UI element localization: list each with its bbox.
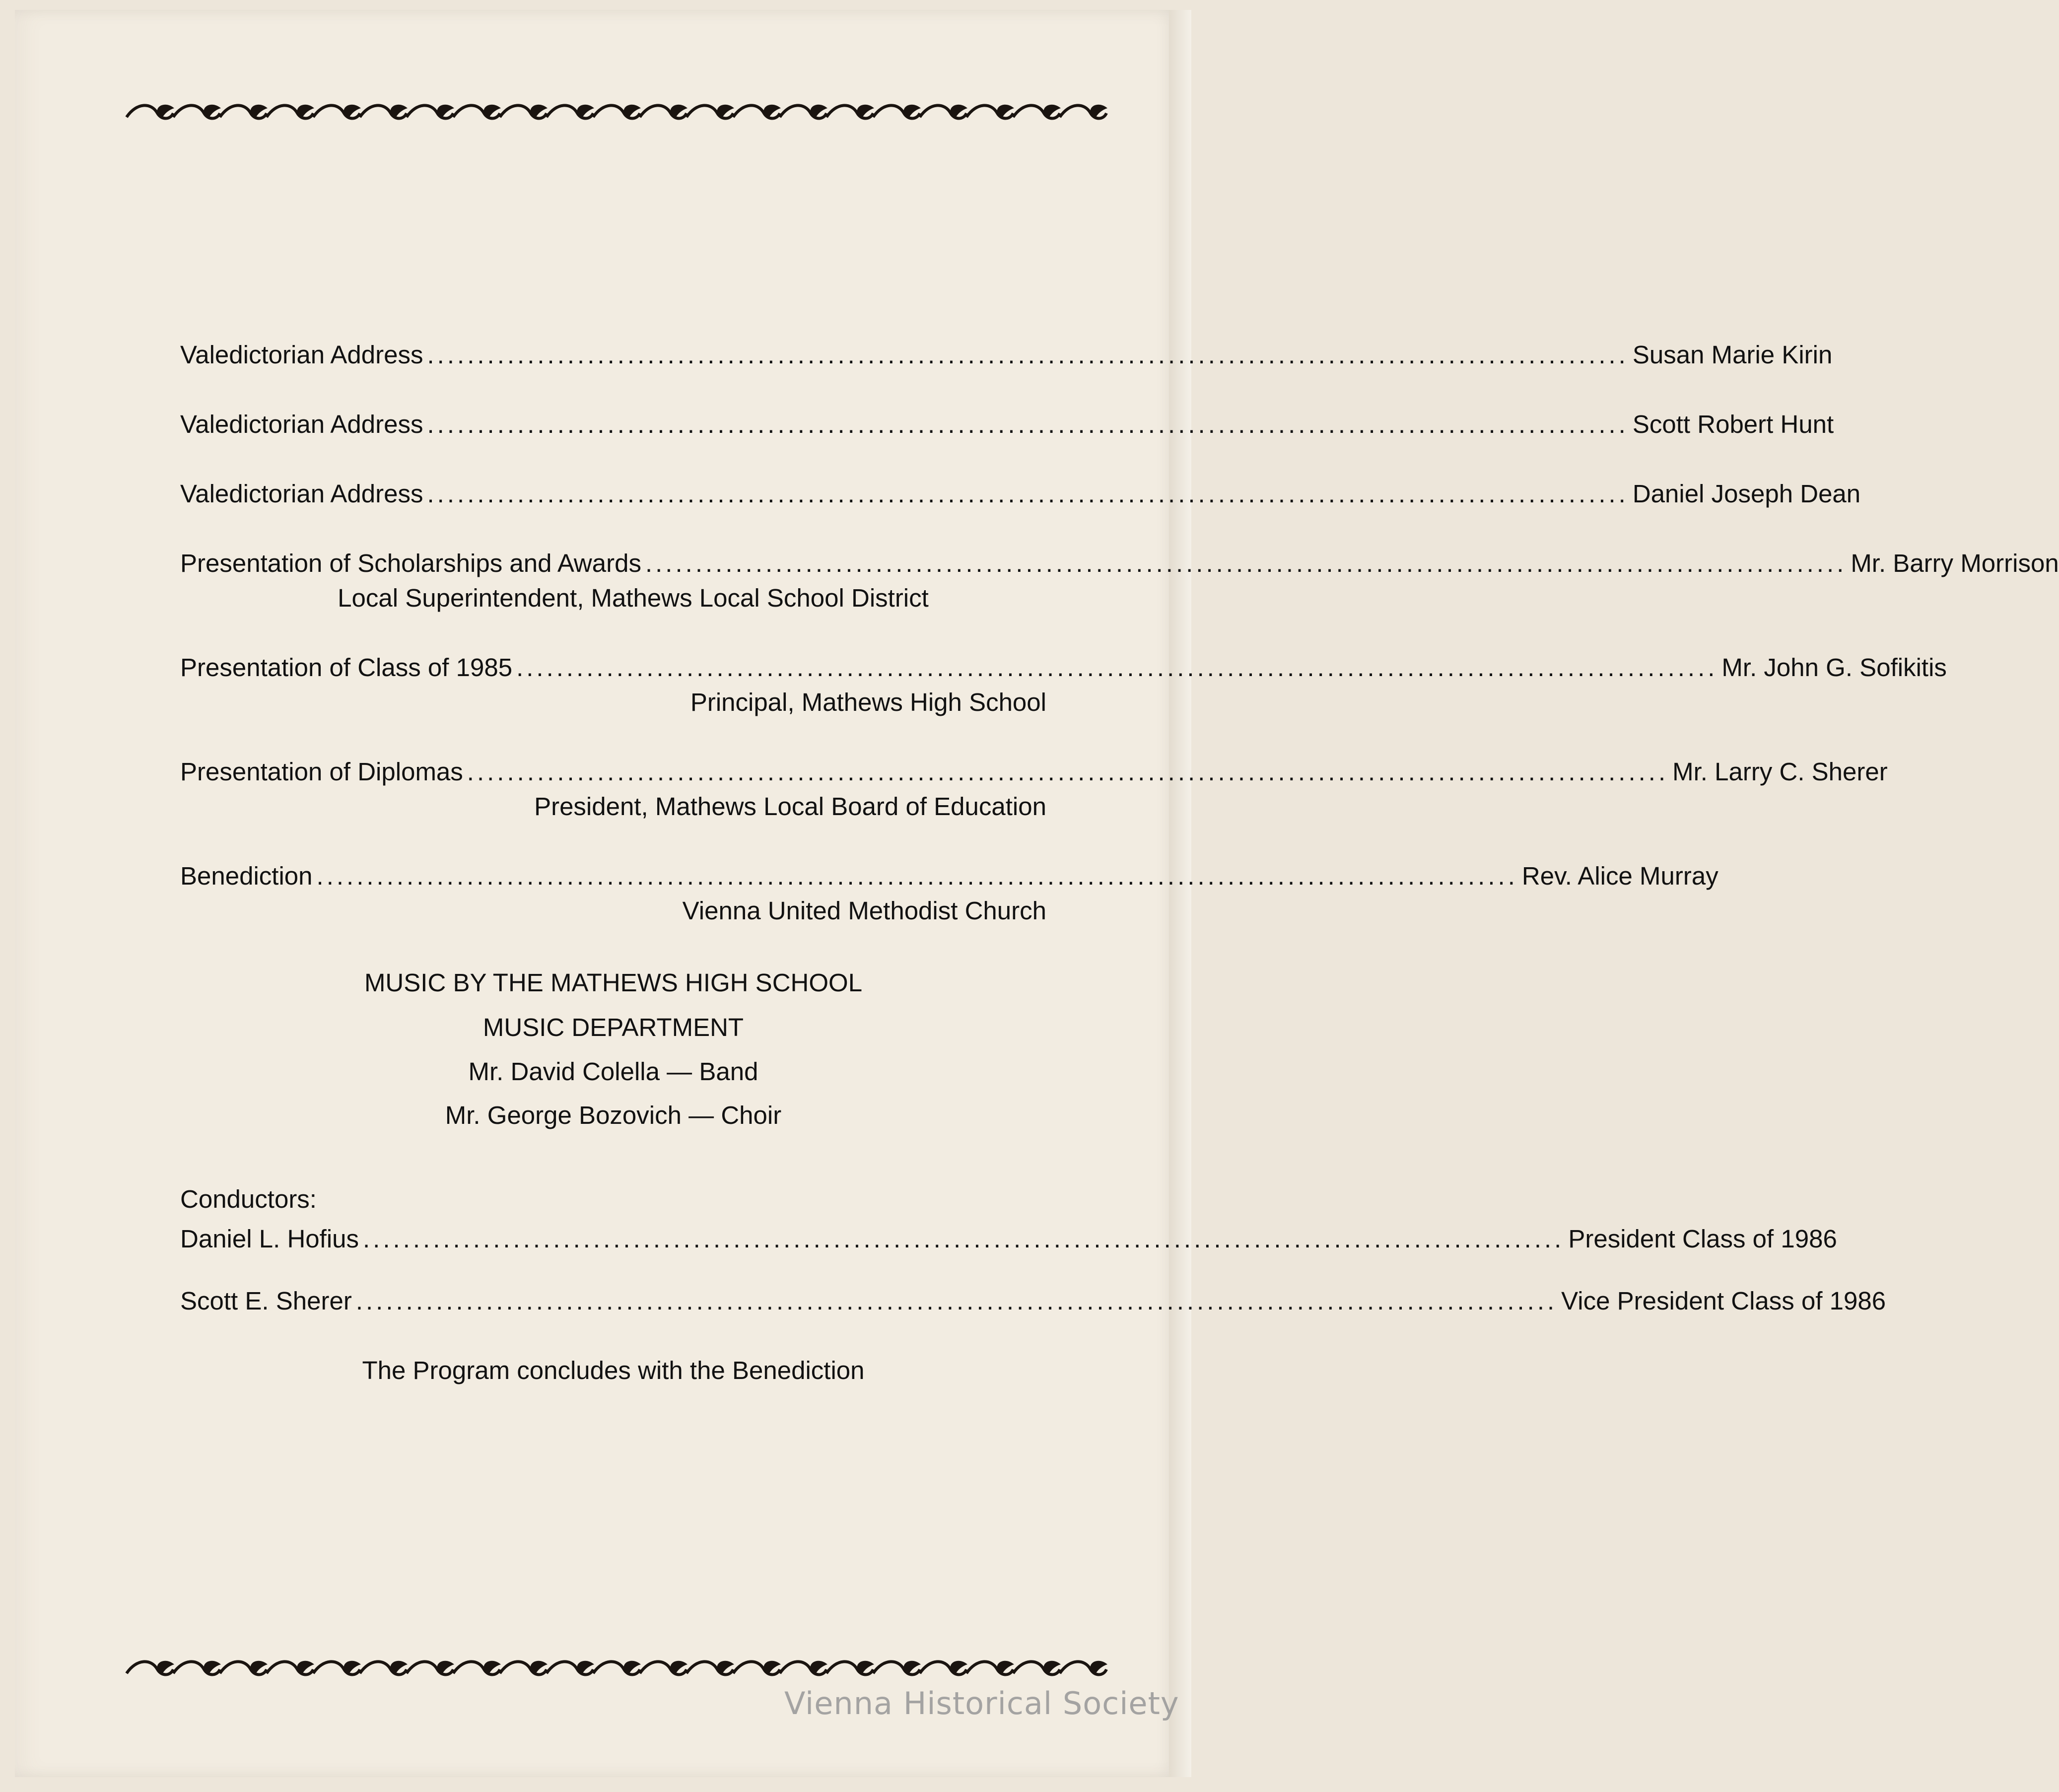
- program-person-title: Principal, Mathews High School: [690, 688, 1046, 716]
- music-heading-line2: MUSIC DEPARTMENT: [482, 1013, 744, 1041]
- program-role: Valedictorian Address: [180, 480, 423, 508]
- conductor-entry: [180, 1222, 1837, 1256]
- choir-director: Mr. George Bozovich — Choir: [445, 1101, 782, 1129]
- program-content: [180, 338, 2059, 1388]
- program-person: Mr. John G. Sofikitis: [1721, 653, 1947, 682]
- program-role: Presentation of Scholarships and Awards: [180, 549, 641, 577]
- program-person: Scott Robert Hunt: [1632, 410, 1834, 438]
- dot-leader: ........................................................................................................................: [427, 410, 1629, 438]
- dot-leader: ........................................................................................................................: [645, 549, 1847, 577]
- band-director: Mr. David Colella — Band: [468, 1057, 758, 1086]
- program-entry: [180, 407, 1834, 442]
- conductor-title: Vice President Class of 1986: [1561, 1287, 1886, 1315]
- program-role: Benediction: [180, 862, 313, 890]
- program-person: Daniel Joseph Dean: [1632, 480, 1861, 508]
- program-person: Mr. Barry Morrison: [1851, 549, 2059, 577]
- program-entry: [180, 546, 2059, 616]
- program-role: Valedictorian Address: [180, 341, 423, 369]
- program-role: Presentation of Diplomas: [180, 758, 463, 786]
- dot-leader: ........................................................................................................................: [427, 480, 1629, 508]
- program-entry: [180, 755, 1888, 824]
- closing-note: The Program concludes with the Benediction: [362, 1356, 865, 1384]
- program-entry: [180, 650, 1947, 720]
- music-credits: [180, 961, 1046, 1137]
- program-person: Mr. Larry C. Sherer: [1672, 758, 1888, 786]
- program-person: Susan Marie Kirin: [1632, 341, 1833, 369]
- program-person-title: Local Superintendent, Mathews Local School District: [338, 584, 929, 612]
- program-person-title: President, Mathews Local Board of Education: [534, 792, 1046, 821]
- program-entry: [180, 338, 1833, 372]
- program-role: Presentation of Class of 1985: [180, 653, 513, 682]
- program-person-title: Vienna United Methodist Church: [682, 896, 1046, 925]
- dot-leader: ........................................................................................................................: [355, 1287, 1558, 1315]
- program-entry: [180, 859, 1718, 928]
- conductors-heading: Conductors:: [180, 1185, 317, 1213]
- dot-leader: ........................................................................................................................: [363, 1225, 1565, 1253]
- program-role: Valedictorian Address: [180, 410, 423, 438]
- program-entry: [180, 477, 1861, 511]
- watermark: Vienna Historical Society: [784, 1685, 1179, 1722]
- vine-scroll-border-icon: [127, 98, 1099, 128]
- dot-leader: ........................................................................................................................: [516, 653, 1718, 682]
- conductor-name: Scott E. Sherer: [180, 1287, 352, 1315]
- page-edge-shadow: [1169, 10, 1191, 1777]
- dot-leader: ........................................................................................................................: [467, 758, 1669, 786]
- dot-leader: ........................................................................................................................: [427, 341, 1629, 369]
- conductor-entry: [180, 1284, 1886, 1318]
- program-person: Rev. Alice Murray: [1521, 862, 1718, 890]
- vine-scroll-border-icon: [127, 1654, 1099, 1684]
- conductor-title: President Class of 1986: [1568, 1225, 1837, 1253]
- conductor-name: Daniel L. Hofius: [180, 1225, 359, 1253]
- dot-leader: ........................................................................................................................: [316, 862, 1518, 890]
- music-heading-line1: MUSIC BY THE MATHEWS HIGH SCHOOL: [364, 968, 863, 997]
